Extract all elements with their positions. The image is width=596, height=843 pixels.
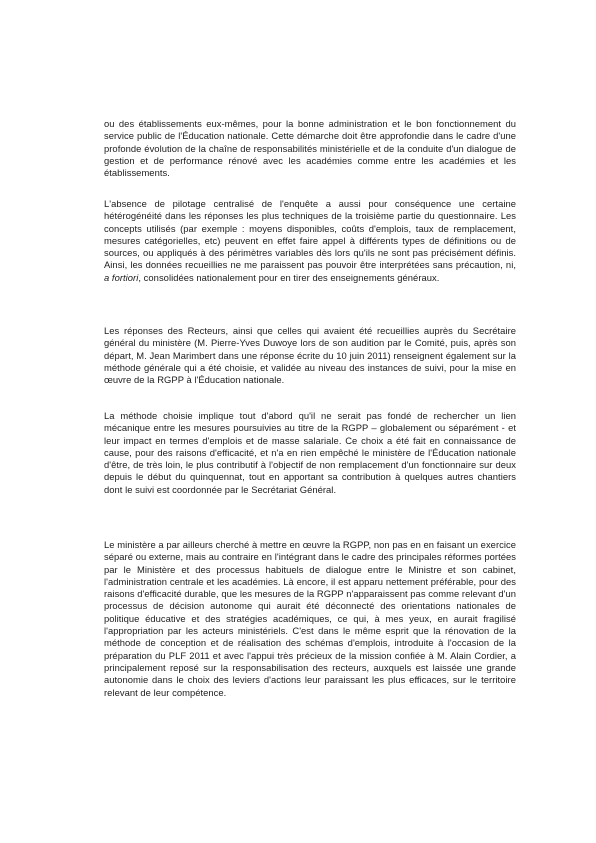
paragraph-text: L'absence de pilotage centralisé de l'enquête a aussi pour conséquence une certaine hétérogénéité dans les réponses les plus techniques de la troisième partie du questionnaire. Les concepts utilisés (par exemple : moyens disponibles, coûts d'emplois, taux de remplacement, mesures catégorielles, etc) peuvent en effet faire appel à différents types de définitions ou de sources, ou appliqués à des périmètres variables dès lors qu'ils ne sont pas précisément définis. Ainsi, les données recueillies ne me paraissent pas pouvoir être interprétées sans précaution, ni, [104, 198, 516, 271]
paragraph [104, 198, 516, 284]
paragraph-text: Le ministère a par ailleurs cherché à mettre en œuvre la RGPP, non pas en en faisant un exercice séparé ou externe, mais au contraire en l'intégrant dans le cadre des principales réformes portées par le Ministère et des processus habituels de dialogue entre le Ministre et son cabinet, l'administration centrale et les académies. Là encore, il est apparu nettement préférable, pour des raisons d'efficacité durable, que les mesures de la RGPP n'apparaissent pas comme relevant d'un processus de décision autonome qui aurait été déconnecté des orientations nationales de politique éducative et des stratégies académiques, ce qui, à mes yeux, en aurait fragilisé l'appropriation par les acteurs ministériels. C'est dans le même esprit que la rénovation de la méthode de conception et de réalisation des schémas d'emplois, introduite à l'occasion de la préparation du PLF 2011 et avec l'appui très précieux de la mission confiée à M. Alain Cordier, a principalement reposé sur la responsabilisation des recteurs, auxquels est laissée une grande autonomie dans le choix des leviers d'actions leur paraissant les plus efficaces, sur le territoire relevant de leur compétence. [104, 539, 516, 698]
paragraph [104, 410, 516, 496]
paragraph-text: ou des établissements eux-mêmes, pour la bonne administration et le bon fonctionnement du service public de l'Éducation nationale. Cette démarche doit être approfondie dans le cadre d'une profonde évolution de la chaîne de responsabilités ministérielle et de la conduite d'un dialogue de gestion et de performance rénové avec les académies comme entre les académies et les établissements. [104, 118, 516, 179]
paragraph [104, 118, 516, 179]
paragraph-text: , consolidées nationalement pour en tirer des enseignements généraux. [138, 271, 440, 283]
paragraph [104, 325, 516, 386]
paragraph-text: La méthode choisie implique tout d'abord qu'il ne serait pas fondé de rechercher un lien mécanique entre les mesures poursuivies au titre de la RGPP – globalement ou séparément - et leur impact en termes d'emplois et de masse salariale. Ce choix a été fait en connaissance de cause, pour des raisons d'efficacité, et n'a en rien empêché le ministère de l'Éducation nationale d'être, de très loin, le plus contributif à l'objectif de non remplacement d'un fonctionnaire sur deux depuis le début du quinquennat, tout en apportant sa contribution à quelques autres chantiers dont le suivi est coordonnée par le Secrétariat Général. [104, 410, 516, 495]
paragraph-text: Les réponses des Recteurs, ainsi que celles qui avaient été recueillies auprès du Secrétaire général du ministère (M. Pierre-Yves Duwoye lors de son audition par le Comité, puis, après son départ, M. Jean Marimbert dans une réponse écrite du 10 juin 2011) renseignent également sur la méthode générale qui a été choisie, et validée au niveau des instances de suivi, pour la mise en œuvre de la RGPP à l'Éducation nationale. [104, 325, 516, 386]
italic-phrase: a fortiori [104, 271, 139, 283]
paragraph [104, 539, 516, 699]
